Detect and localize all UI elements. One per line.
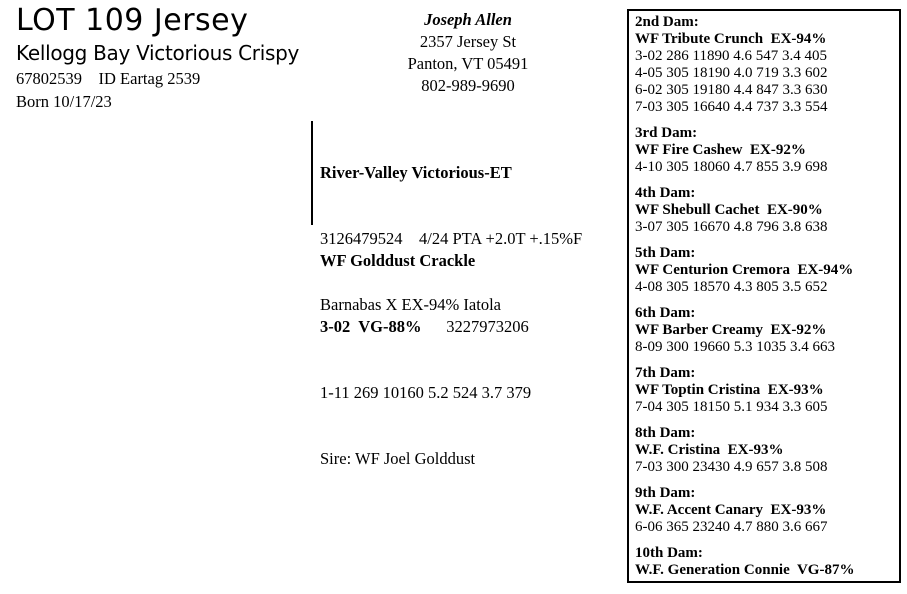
breeder-name: Joseph Allen <box>424 10 512 29</box>
dam-generation-heading: 4th Dam: <box>635 185 696 201</box>
dam-generation-heading: 7th Dam: <box>635 365 696 381</box>
dam-generation-name: W.F. Accent Canary EX-93% <box>635 502 827 518</box>
dam-class-line <box>320 316 531 338</box>
dam-production-record: 7-04 305 18150 5.1 934 3.3 605 <box>635 399 828 415</box>
dam-production-record: 7-03 300 23430 4.9 657 3.8 508 <box>635 459 828 475</box>
birth-date: Born 10/17/23 <box>16 92 112 111</box>
dam-classification: 3-02 VG-88% <box>320 317 422 336</box>
dam-record: 1-11 269 10160 5.2 524 3.7 379 <box>320 383 532 402</box>
dam-production-record: 4-08 305 18570 4.3 805 3.5 652 <box>635 279 828 295</box>
dam-generation-heading: 5th Dam: <box>635 245 696 261</box>
dam-entry <box>635 305 897 356</box>
dam-generation-heading: 10th Dam: <box>635 545 703 561</box>
dam-generation-name: W.F. Generation Connie VG-87% <box>635 562 855 578</box>
dam-production-record: 4-10 305 18060 4.7 855 3.9 698 <box>635 159 828 175</box>
dam-generation-name: WF Barber Creamy EX-92% <box>635 322 827 338</box>
dam-generation-heading: 3rd Dam: <box>635 125 698 141</box>
dam-entry <box>635 14 897 116</box>
dam-generation-name: WF Shebull Cachet EX-90% <box>635 202 823 218</box>
dam-generation-name: WF Tribute Crunch EX-94% <box>635 31 827 47</box>
dam-name: WF Golddust Crackle <box>320 251 476 270</box>
maternal-line-list <box>635 14 897 588</box>
sire-parentage: Barnabas X EX-94% Iatola <box>320 295 501 314</box>
sire-name: River-Valley Victorious-ET <box>320 163 512 182</box>
dam-generation-name: WF Fire Cashew EX-92% <box>635 142 806 158</box>
dam-production-record: 6-02 305 19180 4.4 847 3.3 630 <box>635 82 828 98</box>
dam-registration: 3227973206 <box>446 317 529 336</box>
lot-title: LOT 109 Jersey <box>16 3 249 38</box>
dam-entry <box>635 425 897 476</box>
sire-reg-pta: 3126479524 4/24 PTA +2.0T +.15%F <box>320 229 583 248</box>
dam-production-record: 8-09 300 19660 5.3 1035 3.4 663 <box>635 339 835 355</box>
dam-generation-heading: 8th Dam: <box>635 425 696 441</box>
dam-production-record: 3-02 286 11890 4.6 547 3.4 405 <box>635 48 827 64</box>
dam-generation-name: W.F. Cristina EX-93% <box>635 442 784 458</box>
dam-generation-name: WF Toptin Cristina EX-93% <box>635 382 824 398</box>
dam-production-record: 6-06 365 23240 4.7 880 3.6 667 <box>635 519 828 535</box>
dam-generation-name: WF Centurion Cremora EX-94% <box>635 262 854 278</box>
breeder-phone: 802-989-9690 <box>421 76 515 95</box>
dam-generation-heading: 6th Dam: <box>635 305 696 321</box>
animal-name: Kellogg Bay Victorious Crispy <box>16 41 300 65</box>
breeder-street: 2357 Jersey St <box>419 32 517 51</box>
dam-entry <box>635 485 897 536</box>
dam-entry <box>635 545 897 579</box>
dam-production-record: 4-05 305 18190 4.0 719 3.3 602 <box>635 65 828 81</box>
dam-entry <box>635 365 897 416</box>
pedigree-bracket-line <box>311 121 313 225</box>
dam-entry <box>635 185 897 236</box>
dam-generation-heading: 2nd Dam: <box>635 14 699 30</box>
breeder-info <box>393 9 543 97</box>
dam-generation-heading: 9th Dam: <box>635 485 696 501</box>
dam-entry <box>635 125 897 176</box>
breeder-city: Panton, VT 05491 <box>407 54 529 73</box>
dam-sire: Sire: WF Joel Golddust <box>320 449 476 468</box>
dam-entry <box>635 245 897 296</box>
dam-production-record: 3-07 305 16670 4.8 796 3.8 638 <box>635 219 828 235</box>
dam-production-record: 7-03 305 16640 4.4 737 3.3 554 <box>635 99 828 115</box>
maternal-line-box <box>627 9 901 583</box>
dam-block <box>320 206 531 492</box>
registration-id-line: 67802539 ID Eartag 2539 <box>16 69 201 88</box>
